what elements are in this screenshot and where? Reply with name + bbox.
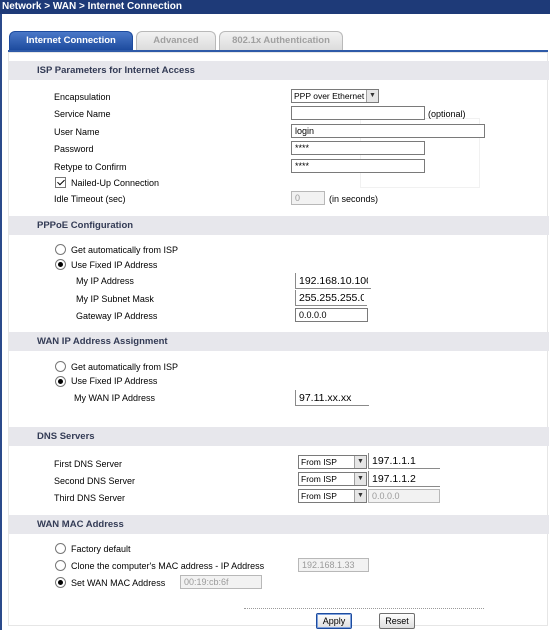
mac-set-input[interactable] bbox=[180, 575, 262, 589]
service-name-label: Service Name bbox=[54, 109, 111, 119]
my-ip-label: My IP Address bbox=[76, 276, 134, 286]
pppoe-use-fixed-label: Use Fixed IP Address bbox=[71, 260, 158, 270]
my-wan-ip-input[interactable] bbox=[295, 390, 369, 406]
chevron-down-icon: ▼ bbox=[354, 490, 366, 502]
subnet-mask-label: My IP Subnet Mask bbox=[76, 294, 154, 304]
user-name-label: User Name bbox=[54, 127, 100, 137]
password-label: Password bbox=[54, 144, 94, 154]
mac-clone-label: Clone the computer's MAC address - IP Address bbox=[71, 561, 265, 571]
wan-use-fixed-label: Use Fixed IP Address bbox=[71, 376, 158, 386]
wan-get-auto-label: Get automatically from ISP bbox=[71, 362, 179, 372]
password-input[interactable] bbox=[291, 141, 425, 155]
mac-set-radio[interactable] bbox=[55, 577, 66, 588]
left-border bbox=[0, 14, 2, 630]
apply-button[interactable]: Apply bbox=[316, 613, 352, 629]
wan-get-auto-radio[interactable] bbox=[55, 361, 66, 372]
first-dns-mode-value: From ISP bbox=[301, 457, 337, 467]
chevron-down-icon: ▼ bbox=[354, 456, 366, 468]
chevron-down-icon: ▼ bbox=[366, 90, 378, 102]
third-dns-mode-value: From ISP bbox=[301, 491, 337, 501]
chevron-down-icon: ▼ bbox=[354, 473, 366, 485]
second-dns-mode-value: From ISP bbox=[301, 474, 337, 484]
tab-bar bbox=[8, 31, 548, 50]
user-name-input[interactable] bbox=[291, 124, 485, 138]
retype-password-label: Retype to Confirm bbox=[54, 162, 127, 172]
tab-8021x-authentication[interactable]: 802.1x Authentication bbox=[219, 31, 343, 50]
footer-divider bbox=[244, 608, 484, 609]
section-wan-ip-assignment: WAN IP Address Assignment bbox=[9, 332, 549, 351]
section-isp-parameters: ISP Parameters for Internet Access bbox=[9, 61, 549, 80]
mac-clone-radio[interactable] bbox=[55, 560, 66, 571]
mac-factory-default-radio[interactable] bbox=[55, 543, 66, 554]
section-dns-servers: DNS Servers bbox=[9, 427, 549, 446]
pppoe-use-fixed-radio[interactable] bbox=[55, 259, 66, 270]
my-ip-input[interactable] bbox=[295, 273, 371, 289]
third-dns-mode-select[interactable] bbox=[298, 489, 367, 503]
idle-timeout-label: Idle Timeout (sec) bbox=[54, 194, 126, 204]
third-dns-label: Third DNS Server bbox=[54, 493, 126, 503]
nailed-up-label: Nailed-Up Connection bbox=[71, 178, 160, 188]
optional-hint: (optional) bbox=[428, 109, 466, 119]
encapsulation-select[interactable] bbox=[291, 89, 379, 103]
mac-set-label: Set WAN MAC Address bbox=[71, 578, 166, 588]
first-dns-mode-select[interactable] bbox=[298, 455, 367, 469]
second-dns-mode-select[interactable] bbox=[298, 472, 367, 486]
first-dns-label: First DNS Server bbox=[54, 459, 123, 469]
gateway-ip-label: Gateway IP Address bbox=[76, 311, 158, 321]
service-name-input[interactable] bbox=[291, 106, 425, 120]
retype-password-input[interactable] bbox=[291, 159, 425, 173]
second-dns-input[interactable] bbox=[368, 471, 440, 487]
tab-internet-connection[interactable]: Internet Connection bbox=[9, 31, 133, 50]
second-dns-label: Second DNS Server bbox=[54, 476, 136, 486]
subnet-mask-input[interactable] bbox=[295, 290, 367, 306]
idle-timeout-input[interactable] bbox=[291, 191, 325, 205]
gateway-ip-input[interactable] bbox=[295, 308, 368, 322]
encapsulation-label: Encapsulation bbox=[54, 92, 111, 102]
encapsulation-value: PPP over Ethernet bbox=[294, 91, 365, 101]
section-wan-mac-address: WAN MAC Address bbox=[9, 515, 549, 534]
my-wan-ip-label: My WAN IP Address bbox=[74, 393, 156, 403]
third-dns-input[interactable] bbox=[368, 489, 440, 503]
seconds-hint: (in seconds) bbox=[329, 194, 379, 204]
nailed-up-checkbox[interactable] bbox=[55, 177, 66, 188]
breadcrumb: Network > WAN > Internet Connection bbox=[0, 0, 550, 14]
tab-advanced[interactable]: Advanced bbox=[136, 31, 216, 50]
wan-use-fixed-radio[interactable] bbox=[55, 376, 66, 387]
mac-factory-default-label: Factory default bbox=[71, 544, 131, 554]
mac-clone-ip-input[interactable] bbox=[298, 558, 369, 572]
section-pppoe-configuration: PPPoE Configuration bbox=[9, 216, 549, 235]
pppoe-get-auto-label: Get automatically from ISP bbox=[71, 245, 179, 255]
first-dns-input[interactable] bbox=[368, 453, 440, 469]
reset-button[interactable]: Reset bbox=[379, 613, 415, 629]
pppoe-get-auto-radio[interactable] bbox=[55, 244, 66, 255]
